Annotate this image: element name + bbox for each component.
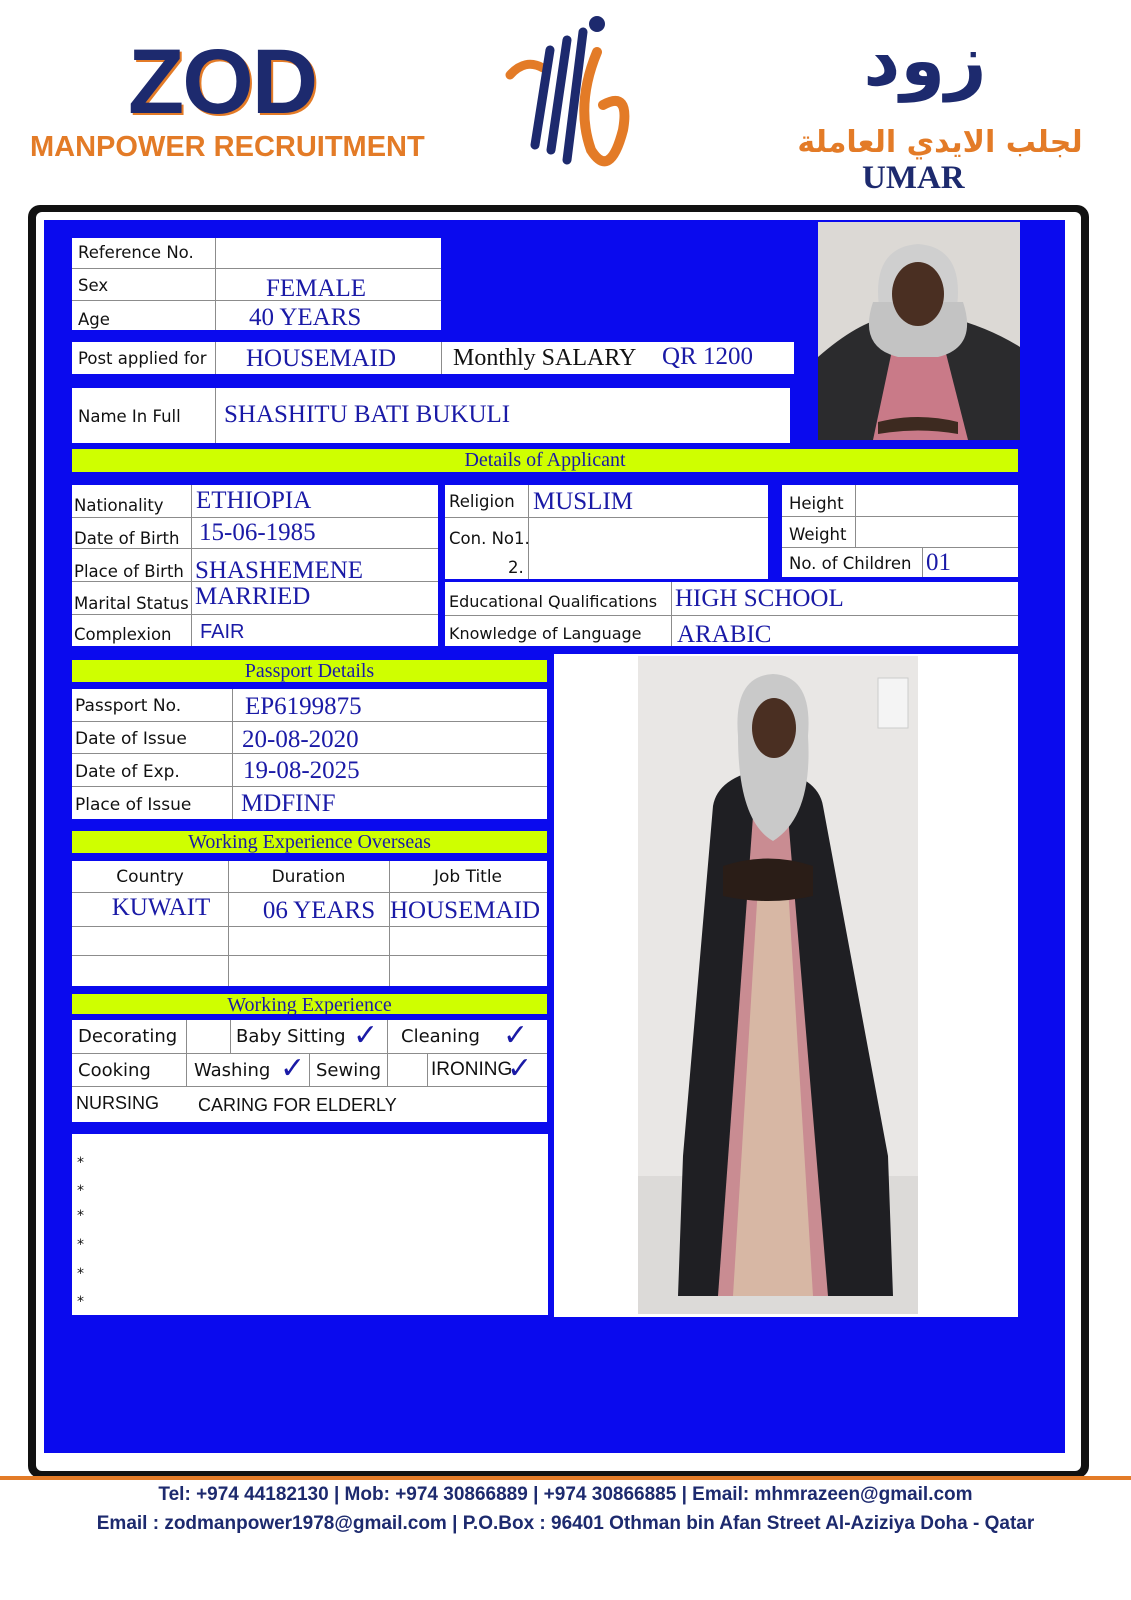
children-label: No. of Children: [789, 554, 912, 573]
skill-cleaning: Cleaning: [401, 1026, 480, 1047]
contact-2-label: 2.: [508, 558, 524, 577]
post-label: Post applied for: [78, 349, 207, 368]
dob-label: Date of Birth: [74, 529, 180, 548]
note-bullet: *: [77, 1294, 84, 1310]
issue-place-label: Place of Issue: [75, 795, 192, 815]
overseas-col-duration: Duration: [271, 867, 346, 887]
brand-subtitle: MANPOWER RECRUITMENT: [30, 131, 425, 163]
full-figure: [638, 656, 918, 1314]
overseas-col-country: Country: [116, 867, 184, 887]
dob-value: 15-06-1985: [199, 519, 316, 546]
language-value: ARABIC: [677, 621, 772, 648]
notes-box: [72, 1134, 548, 1315]
skill-ironing: IRONING: [431, 1059, 513, 1080]
nationality-label: Nationality: [74, 496, 164, 515]
arabic-subtitle: لجلب الايدي العاملة: [797, 125, 1083, 160]
salary-value: QR 1200: [662, 343, 753, 370]
pob-label: Place of Birth: [74, 562, 184, 581]
education-value: HIGH SCHOOL: [675, 585, 844, 612]
experience-header: Working Experience: [72, 994, 547, 1014]
overseas-header: Working Experience Overseas: [72, 831, 547, 853]
overseas-country-value: KUWAIT: [111, 894, 211, 921]
sex-label: Sex: [78, 276, 109, 295]
salary-label: Monthly SALARY: [453, 345, 637, 371]
passport-header: Passport Details: [72, 660, 547, 682]
check-icon: ✓: [280, 1051, 306, 1086]
check-icon: ✓: [353, 1018, 379, 1053]
skill-decorating: Decorating: [78, 1026, 178, 1047]
complexion-value: FAIR: [200, 621, 245, 643]
check-icon: ✓: [507, 1051, 533, 1086]
footer-divider: [0, 1476, 1131, 1480]
expiry-date-value: 19-08-2025: [243, 757, 360, 784]
age-label: Age: [78, 310, 110, 329]
height-label: Height: [789, 494, 844, 513]
sex-value: FEMALE: [266, 275, 366, 302]
applicant-full-photo: [638, 656, 918, 1314]
skill-baby-sitting: Baby Sitting: [236, 1026, 346, 1047]
note-bullet: *: [77, 1208, 84, 1224]
note-bullet: *: [77, 1237, 84, 1253]
religion-label: Religion: [449, 492, 515, 511]
marital-value: MARRIED: [195, 583, 311, 610]
nationality-value: ETHIOPIA: [196, 487, 312, 514]
name-value: SHASHITU BATI BUKULI: [224, 401, 511, 428]
name-label: Name In Full: [78, 407, 181, 426]
arabic-brand: زود: [863, 18, 987, 102]
contact-1-label: Con. No1.: [449, 529, 530, 548]
expiry-date-label: Date of Exp.: [75, 762, 180, 782]
complexion-label: Complexion: [74, 625, 172, 644]
note-bullet: *: [77, 1183, 84, 1199]
religion-value: MUSLIM: [533, 488, 634, 515]
pob-value: SHASHEMENE: [195, 557, 364, 584]
skill-washing: Washing: [194, 1060, 271, 1081]
weight-label: Weight: [789, 525, 847, 544]
issue-place-value: MDFINF: [241, 790, 336, 817]
note-bullet: *: [77, 1155, 84, 1171]
age-value: 40 YEARS: [249, 304, 362, 331]
overseas-job-value: HOUSEMAID: [390, 897, 540, 924]
issue-date-value: 20-08-2020: [242, 726, 359, 753]
logo-mark: [505, 10, 655, 185]
overseas-col-job: Job Title: [433, 867, 503, 887]
check-icon: ✓: [503, 1018, 529, 1053]
details-header: Details of Applicant: [72, 449, 1018, 472]
children-value: 01: [926, 549, 951, 576]
skill-nursing: NURSING: [76, 1093, 160, 1113]
passport-no-value: EP6199875: [245, 693, 362, 720]
footer-address: Email : zodmanpower1978@gmail.com | P.O.Box : 96401 Othman bin Afan Street Al-Aziziya Doha - Qatar: [96, 1513, 1035, 1534]
overseas-job-cell: [390, 897, 547, 927]
post-value: HOUSEMAID: [246, 345, 396, 372]
reference-label: Reference No.: [78, 243, 194, 262]
education-label: Educational Qualifications: [449, 592, 658, 611]
skill-caring-elderly: CARING FOR ELDERLY: [198, 1095, 397, 1115]
marital-label: Marital Status: [74, 594, 189, 613]
passport-no-label: Passport No.: [75, 696, 182, 716]
skill-cooking: Cooking: [78, 1060, 151, 1081]
overseas-duration-value: 06 YEARS: [262, 897, 376, 924]
branch-name: UMAR: [862, 160, 965, 196]
brand-name: ZOD: [128, 31, 317, 133]
issue-date-label: Date of Issue: [75, 729, 187, 749]
note-bullet: *: [77, 1266, 84, 1282]
portrait-figure: [818, 222, 1020, 440]
language-label: Knowledge of Language: [449, 624, 642, 643]
skill-sewing: Sewing: [316, 1060, 382, 1081]
footer-contact: Tel: +974 44182130 | Mob: +974 30866889 | +974 30866885 | Email: mhmrazeen@gmail.com: [158, 1484, 973, 1505]
applicant-portrait: [818, 222, 1020, 440]
